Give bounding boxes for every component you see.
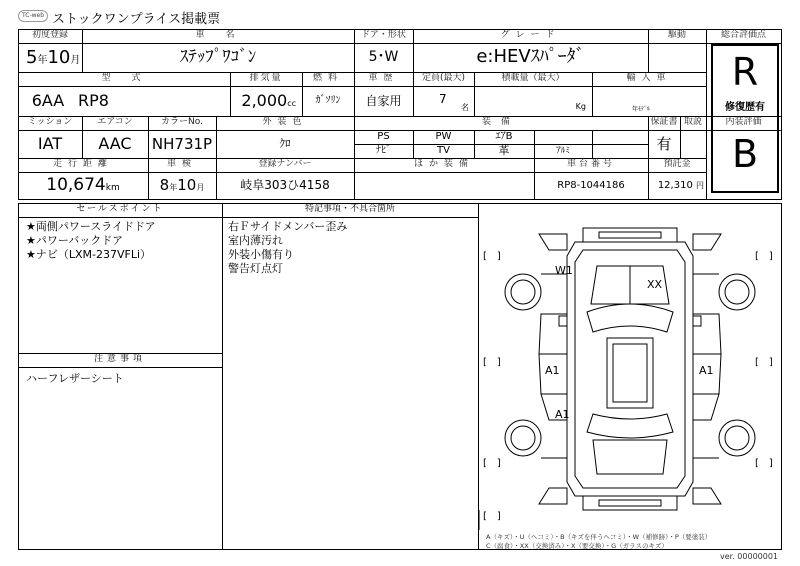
label-aircon: エアコン [97, 117, 133, 127]
legend-line-1: A（キズ）・U（ヘコミ）・B（キズを伴うヘコミ）・W（補修跡）・P（要塗装） [486, 533, 712, 541]
cautions-list [20, 372, 220, 386]
label-interior-eval: 内装評価 [725, 117, 762, 127]
overall-grade-box [711, 44, 779, 193]
label-reg-number: 登録ナンバー [258, 159, 312, 169]
overall-grade: R [731, 50, 759, 94]
import-value: 年ﾓﾃﾞﾙ [631, 106, 650, 113]
label-overall-eval: 総合評価点 [720, 30, 766, 40]
car-history-value: 自家用 [365, 94, 402, 108]
label-drive: 駆動 [667, 30, 686, 40]
damage-mark: A1 [699, 364, 714, 377]
door-type-value: 5･W [368, 49, 399, 65]
exterior-color-value: ｸﾛ [279, 137, 291, 150]
label-car-history: 車歴 [368, 73, 399, 83]
inspection-value: 8年10月 [159, 176, 205, 194]
overall-grade-note: 修復歴有 [725, 102, 765, 113]
label-special-notes: 特記事項・不具合箇所 [304, 204, 395, 214]
label-mission: ミッション [27, 117, 73, 127]
damage-mark: A1 [545, 364, 560, 377]
label-car-name: 車 名 [195, 30, 241, 40]
interior-grade: B [731, 132, 759, 176]
label-cautions: 注意事項 [93, 354, 146, 364]
bracket: [ ] [755, 458, 773, 469]
equip-airbag: ｴｱB [495, 131, 513, 142]
label-chassis-no: 車台番号 [566, 159, 615, 169]
fuel-value: ｶﾞｿﾘﾝ [315, 95, 341, 106]
equip-tv: TV [437, 145, 450, 156]
sales-points-list [20, 220, 220, 262]
list-item: ★両側パワースライドドア [26, 220, 156, 233]
label-load: 積載量（最大） [501, 73, 565, 83]
car-name-value: ｽﾃｯﾌﾟﾜｺﾞﾝ [179, 47, 257, 67]
aircon-value: AAC [98, 134, 132, 153]
label-exterior-color: 外装色 [262, 117, 308, 127]
label-color-no: カラーNo. [161, 117, 203, 127]
chassis-value: RP8-1044186 [557, 180, 625, 191]
mileage-value: 10,674km [46, 175, 120, 195]
damage-mark: W1 [555, 264, 573, 277]
first-reg-value: 5年10月 [26, 47, 81, 68]
equip-alloy: ｱﾙﾐ [556, 146, 570, 156]
list-item: 室内薄汚れ [228, 234, 283, 247]
bracket: [ ] [483, 511, 501, 522]
color-no-value: NH731P [151, 135, 213, 153]
bracket: [ ] [755, 251, 773, 262]
bracket: [ ] [483, 458, 501, 469]
load-value: Kg [575, 102, 586, 111]
label-warranty: 保証書 [650, 117, 678, 127]
logo: TC-web [18, 10, 48, 22]
capacity-value: 7 名 [439, 92, 469, 112]
list-item: ハーフレザーシート [26, 372, 124, 385]
list-item: 警告灯点灯 [228, 262, 283, 275]
list-item: 外装小傷有り [228, 248, 294, 261]
reg-number-value: 岐阜303ひ4158 [240, 178, 330, 192]
equip-pw: PW [435, 131, 452, 142]
label-grade: グレード [500, 30, 561, 40]
bracket: [ ] [755, 357, 773, 368]
label-displacement: 排気量 [249, 73, 283, 83]
car-damage-diagram [479, 204, 781, 530]
label-fuel: 燃料 [312, 73, 343, 83]
label-deposit: 預託金 [663, 159, 691, 169]
legend-line-2: C（腐食）・XX（交換済み）・X（要交換）・G（ガラスのキズ） [486, 542, 668, 550]
damage-mark: XX [647, 278, 663, 291]
displacement-value: 2,000cc [241, 91, 296, 110]
warranty-value: 有 [656, 135, 672, 153]
list-item: ★ナビ（LXM-237VFLi） [26, 248, 152, 261]
label-inspection: 車検 [166, 159, 197, 169]
bracket: [ ] [483, 357, 501, 368]
deposit-value: 12,310 円 [657, 180, 704, 191]
mission-value: IAT [37, 134, 63, 153]
equip-ps: PS [377, 131, 390, 142]
equip-navi: ﾅﾋﾞ [376, 145, 391, 156]
equip-leather: 革 [498, 144, 510, 157]
grade-value: e:HEVｽﾊﾟｰﾀﾞ [476, 46, 585, 67]
label-model: 型 式 [101, 73, 147, 83]
damage-mark: A1 [555, 408, 570, 421]
special-notes-list [222, 220, 476, 276]
label-import: 輸入車 [626, 73, 672, 83]
label-equipment: 装備 [481, 117, 520, 127]
label-other-equipment: ほか装備 [413, 159, 474, 169]
label-sales-points: セールスポイント [76, 204, 164, 214]
list-item: ★パワーバックドア [26, 234, 123, 247]
version-label: ver. 00000001 [720, 552, 779, 561]
label-capacity: 定員(最大) [421, 73, 466, 83]
label-door-type: ドア・形状 [361, 30, 406, 40]
label-manual: 取説 [683, 117, 702, 127]
list-item: 右Ｆサイドメンバー歪み [228, 220, 348, 233]
page-title: ストックワンプライス掲載票 [52, 12, 221, 27]
label-mileage: 走行距離 [52, 159, 113, 169]
bracket: [ ] [483, 251, 501, 262]
model-value: 6AA RP8 [31, 91, 109, 110]
label-first-reg: 初度登録 [31, 30, 68, 40]
